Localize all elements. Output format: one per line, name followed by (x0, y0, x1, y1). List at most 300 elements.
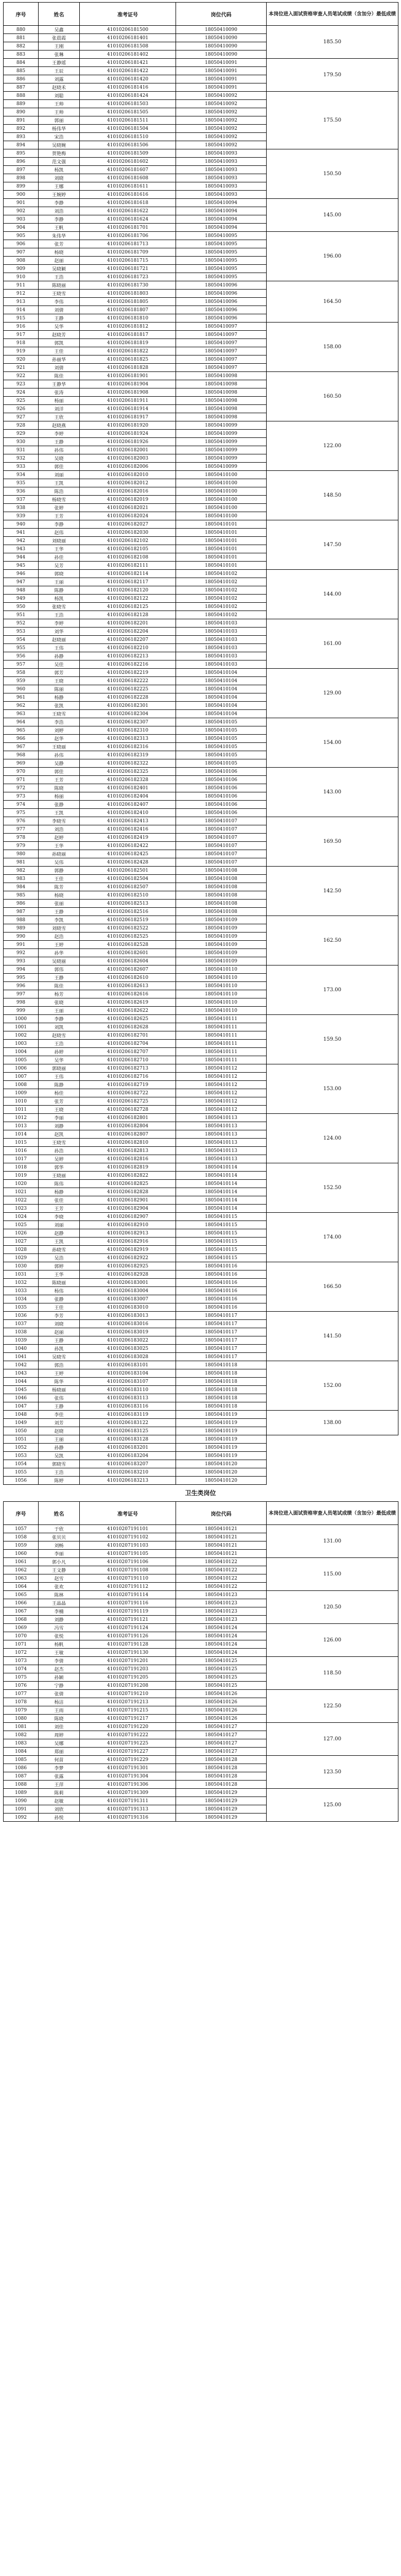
cell-position-code: 18050410100 (176, 471, 267, 479)
cell-min-score: 122.00 (267, 421, 398, 471)
cell-name: 刘凯 (39, 1023, 80, 1031)
cell-exam-number: 41010206181901 (80, 372, 176, 380)
cell-name: 王静瑶 (39, 59, 80, 67)
table-row (4, 1452, 398, 1460)
cell-exam-number: 41010206181504 (80, 125, 176, 133)
table-row (4, 323, 398, 331)
cell-position-code: 18050410121 (176, 1541, 267, 1550)
cell-position-code: 18050410098 (176, 397, 267, 405)
cell-exam-number: 41010207191205 (80, 1673, 176, 1682)
cell-position-code: 18050410128 (176, 1756, 267, 1764)
cell-seq: 881 (4, 34, 39, 42)
cell-position-code: 18050410123 (176, 1599, 267, 1607)
cell-position-code: 18050410105 (176, 751, 267, 759)
cell-position-code: 18050410102 (176, 611, 267, 619)
cell-position-code: 18050410118 (176, 1378, 267, 1386)
cell-exam-number: 41010206182416 (80, 825, 176, 834)
cell-seq: 992 (4, 949, 39, 957)
cell-position-code: 18050410113 (176, 1147, 267, 1155)
cell-position-code: 18050410102 (176, 578, 267, 586)
cell-exam-number: 41010206181624 (80, 215, 176, 224)
cell-exam-number: 41010206182522 (80, 924, 176, 933)
cell-name: 李静 (39, 215, 80, 224)
cell-position-code: 18050410106 (176, 801, 267, 809)
cell-name: 郭小凡 (39, 1558, 80, 1566)
cell-seq: 1060 (4, 1550, 39, 1558)
table-row (4, 570, 398, 578)
cell-position-code: 18050410125 (176, 1657, 267, 1665)
cell-name: 李静 (39, 199, 80, 207)
cell-position-code: 18050410111 (176, 1040, 267, 1048)
cell-name: 王芳 (39, 776, 80, 784)
cell-position-code: 18050410107 (176, 842, 267, 850)
cell-position-code: 18050410129 (176, 1805, 267, 1814)
cell-seq: 906 (4, 240, 39, 248)
cell-position-code: 18050410092 (176, 92, 267, 100)
cell-position-code: 18050410119 (176, 1452, 267, 1460)
cell-name: 王凯 (39, 479, 80, 487)
cell-seq: 920 (4, 355, 39, 364)
cell-exam-number: 41010206181706 (80, 232, 176, 240)
cell-exam-number: 41010206181506 (80, 141, 176, 149)
table-row (4, 1444, 398, 1452)
cell-position-code: 18050410129 (176, 1789, 267, 1797)
cell-seq: 904 (4, 224, 39, 232)
score-table-general (3, 2, 398, 1485)
cell-seq: 1002 (4, 1031, 39, 1040)
cell-position-code: 18050410108 (176, 900, 267, 908)
cell-seq: 1091 (4, 1805, 39, 1814)
cell-seq: 1038 (4, 1328, 39, 1336)
table-row (4, 520, 398, 529)
cell-position-code: 18050410116 (176, 1303, 267, 1312)
cell-position-code: 18050410106 (176, 776, 267, 784)
cell-seq: 1058 (4, 1533, 39, 1541)
cell-position-code: 18050410104 (176, 669, 267, 677)
cell-seq: 978 (4, 834, 39, 842)
cell-name: 范文强 (39, 158, 80, 166)
cell-position-code: 18050410106 (176, 784, 267, 792)
table-row (4, 1558, 398, 1566)
cell-exam-number: 41010206182316 (80, 743, 176, 751)
cell-exam-number: 41010207191121 (80, 1616, 176, 1624)
cell-position-code: 18050410122 (176, 1574, 267, 1583)
cell-exam-number: 41010206182604 (80, 957, 176, 965)
cell-position-code: 18050410101 (176, 529, 267, 537)
header-name: 姓名 (39, 1502, 80, 1525)
cell-seq: 974 (4, 801, 39, 809)
cell-position-code: 18050410126 (176, 1706, 267, 1715)
cell-exam-number: 41010206181822 (80, 347, 176, 355)
cell-exam-number: 41010206182102 (80, 537, 176, 545)
cell-position-code: 18050410118 (176, 1386, 267, 1394)
cell-name: 李伟 (39, 298, 80, 306)
cell-exam-number: 41010206182528 (80, 941, 176, 949)
cell-name: 刘婷 (39, 726, 80, 735)
cell-name: 刘芳 (39, 1419, 80, 1427)
cell-name: 王婉婷 (39, 191, 80, 199)
cell-min-score: 161.00 (267, 619, 398, 669)
cell-name: 刘晓 (39, 174, 80, 182)
table-body (4, 26, 398, 1485)
cell-name: 赵晓丽 (39, 636, 80, 644)
cell-name: 孙悦 (39, 1814, 80, 1822)
cell-position-code: 18050410106 (176, 809, 267, 817)
cell-exam-number: 41010206182628 (80, 1023, 176, 1031)
cell-position-code: 18050410104 (176, 702, 267, 710)
cell-name: 朱伟华 (39, 232, 80, 240)
cell-seq: 998 (4, 998, 39, 1007)
cell-seq: 951 (4, 611, 39, 619)
cell-seq: 976 (4, 817, 39, 825)
header-seq: 序号 (4, 1502, 39, 1525)
cell-position-code: 18050410112 (176, 1089, 267, 1097)
cell-position-code: 18050410114 (176, 1163, 267, 1172)
cell-name: 王佳 (39, 875, 80, 883)
cell-name: 刘静 (39, 1616, 80, 1624)
table-row (4, 867, 398, 875)
cell-exam-number: 41010206182507 (80, 883, 176, 891)
cell-position-code: 18050410114 (176, 1205, 267, 1213)
cell-exam-number: 41010207191106 (80, 1558, 176, 1566)
cell-exam-number: 41010206182719 (80, 1081, 176, 1089)
cell-position-code: 18050410111 (176, 1048, 267, 1056)
cell-exam-number: 41010206182003 (80, 454, 176, 463)
cell-name: 刘欣 (39, 1805, 80, 1814)
cell-position-code: 18050410111 (176, 1015, 267, 1023)
cell-position-code: 18050410098 (176, 388, 267, 397)
cell-seq: 929 (4, 430, 39, 438)
cell-name: 孙佳 (39, 553, 80, 562)
cell-name: 张琳 (39, 50, 80, 59)
cell-name: 赵华 (39, 735, 80, 743)
cell-seq: 1092 (4, 1814, 39, 1822)
cell-position-code: 18050410110 (176, 998, 267, 1007)
cell-exam-number: 41010206181500 (80, 26, 176, 34)
cell-seq: 937 (4, 496, 39, 504)
cell-seq: 1075 (4, 1673, 39, 1682)
cell-seq: 1045 (4, 1386, 39, 1394)
table-row (4, 1163, 398, 1172)
table-row (4, 92, 398, 100)
cell-seq: 1077 (4, 1690, 39, 1698)
cell-min-score: 153.00 (267, 1064, 398, 1114)
cell-name: 吴晓雪 (39, 1353, 80, 1361)
cell-exam-number: 41010206183110 (80, 1386, 176, 1394)
cell-name: 刘浩 (39, 825, 80, 834)
cell-exam-number: 41010206182012 (80, 479, 176, 487)
cell-seq: 1031 (4, 1270, 39, 1279)
cell-name: 杨晓 (39, 891, 80, 900)
cell-exam-number: 41010206182228 (80, 693, 176, 702)
cell-seq: 1036 (4, 1312, 39, 1320)
cell-seq: 996 (4, 982, 39, 990)
cell-exam-number: 41010206181709 (80, 248, 176, 257)
cell-exam-number: 41010206182501 (80, 867, 176, 875)
header-exam-number: 准考证号 (80, 1502, 176, 1525)
cell-position-code: 18050410129 (176, 1814, 267, 1822)
cell-min-score: 164.50 (267, 281, 398, 323)
cell-name: 赵晓 (39, 1427, 80, 1435)
cell-name: 杨洁 (39, 1698, 80, 1706)
cell-exam-number: 41010206182105 (80, 545, 176, 553)
cell-position-code: 18050410120 (176, 1477, 267, 1485)
cell-exam-number: 41010206182513 (80, 900, 176, 908)
cell-exam-number: 41010206183007 (80, 1295, 176, 1303)
cell-name: 刘洋 (39, 405, 80, 413)
cell-seq: 1085 (4, 1756, 39, 1764)
cell-name: 于欣 (39, 1525, 80, 1533)
cell-seq: 1074 (4, 1665, 39, 1673)
cell-name: 王欣 (39, 413, 80, 421)
cell-position-code: 18050410125 (176, 1665, 267, 1673)
cell-name: 王晓丽 (39, 1172, 80, 1180)
cell-position-code: 18050410094 (176, 199, 267, 207)
cell-name: 张婷 (39, 504, 80, 512)
cell-exam-number: 41010207191208 (80, 1682, 176, 1690)
cell-position-code: 18050410111 (176, 1056, 267, 1064)
cell-exam-number: 41010206182021 (80, 504, 176, 512)
table-row (4, 421, 398, 430)
table-row (4, 916, 398, 924)
cell-position-code: 18050410109 (176, 933, 267, 941)
cell-min-score: 174.00 (267, 1213, 398, 1262)
cell-exam-number: 41010206182108 (80, 553, 176, 562)
cell-position-code: 18050410116 (176, 1279, 267, 1287)
cell-position-code: 18050410093 (176, 166, 267, 174)
cell-exam-number: 41010206182813 (80, 1147, 176, 1155)
cell-exam-number: 41010206182807 (80, 1130, 176, 1139)
cell-name: 吴晓婉 (39, 141, 80, 149)
cell-exam-number: 41010206182822 (80, 1172, 176, 1180)
cell-position-code: 18050410096 (176, 281, 267, 290)
table-row (4, 817, 398, 825)
cell-seq: 1076 (4, 1682, 39, 1690)
cell-seq: 1017 (4, 1155, 39, 1163)
cell-position-code: 18050410109 (176, 949, 267, 957)
cell-exam-number: 41010206182325 (80, 768, 176, 776)
cell-seq: 980 (4, 850, 39, 858)
cell-exam-number: 41010206183019 (80, 1328, 176, 1336)
cell-position-code: 18050410128 (176, 1781, 267, 1789)
cell-seq: 1066 (4, 1599, 39, 1607)
cell-position-code: 18050410113 (176, 1114, 267, 1122)
cell-exam-number: 41010206182828 (80, 1188, 176, 1196)
cell-exam-number: 41010206181509 (80, 149, 176, 158)
cell-exam-number: 41010206181622 (80, 207, 176, 215)
cell-seq: 975 (4, 809, 39, 817)
cell-position-code: 18050410097 (176, 331, 267, 339)
cell-name: 王浩 (39, 273, 80, 281)
cell-exam-number: 41010206182322 (80, 759, 176, 768)
cell-name: 王帆 (39, 224, 80, 232)
cell-seq: 968 (4, 751, 39, 759)
cell-seq: 991 (4, 941, 39, 949)
cell-position-code: 18050410095 (176, 257, 267, 265)
cell-position-code: 18050410127 (176, 1731, 267, 1739)
cell-name: 吴晓丽 (39, 957, 80, 965)
cell-position-code: 18050410112 (176, 1106, 267, 1114)
cell-name: 王丽 (39, 578, 80, 586)
table-row (4, 1312, 398, 1320)
cell-seq: 1044 (4, 1378, 39, 1386)
cell-exam-number: 41010206181402 (80, 50, 176, 59)
cell-position-code: 18050410116 (176, 1270, 267, 1279)
cell-seq: 1035 (4, 1303, 39, 1312)
cell-seq: 941 (4, 529, 39, 537)
cell-seq: 953 (4, 628, 39, 636)
cell-position-code: 18050410100 (176, 496, 267, 504)
cell-seq: 884 (4, 59, 39, 67)
cell-exam-number: 41010207191213 (80, 1698, 176, 1706)
cell-position-code: 18050410120 (176, 1460, 267, 1468)
cell-exam-number: 41010206183128 (80, 1435, 176, 1444)
cell-exam-number: 41010207191220 (80, 1723, 176, 1731)
cell-position-code: 18050410097 (176, 364, 267, 372)
cell-exam-number: 41010206182413 (80, 817, 176, 825)
header-position-code: 岗位代码 (176, 1502, 267, 1525)
cell-name: 吴晓 (39, 454, 80, 463)
cell-seq: 1006 (4, 1064, 39, 1073)
cell-min-score: 173.00 (267, 965, 398, 1015)
cell-min-score: 152.50 (267, 1163, 398, 1213)
cell-position-code: 18050410123 (176, 1591, 267, 1599)
cell-position-code: 18050410113 (176, 1130, 267, 1139)
cell-min-score: 148.50 (267, 471, 398, 520)
cell-exam-number: 41010206183001 (80, 1279, 176, 1287)
cell-name: 李晓 (39, 1213, 80, 1221)
cell-exam-number: 41010206182201 (80, 619, 176, 628)
cell-position-code: 18050410112 (176, 1073, 267, 1081)
cell-seq: 909 (4, 265, 39, 273)
cell-exam-number: 41010207191112 (80, 1583, 176, 1591)
cell-name: 王佳 (39, 347, 80, 355)
cell-seq: 925 (4, 397, 39, 405)
cell-seq: 1065 (4, 1591, 39, 1599)
cell-min-score: 162.50 (267, 916, 398, 965)
cell-position-code: 18050410124 (176, 1640, 267, 1649)
cell-min-score: 196.00 (267, 232, 398, 281)
cell-position-code: 18050410113 (176, 1122, 267, 1130)
cell-position-code: 18050410119 (176, 1411, 267, 1419)
cell-name: 赵伟 (39, 529, 80, 537)
cell-exam-number: 41010206181924 (80, 430, 176, 438)
cell-seq: 970 (4, 768, 39, 776)
cell-position-code: 18050410128 (176, 1764, 267, 1772)
cell-exam-number: 41010206182425 (80, 850, 176, 858)
cell-name: 李凯 (39, 916, 80, 924)
cell-seq: 954 (4, 636, 39, 644)
cell-name: 王晓雪 (39, 290, 80, 298)
cell-exam-number: 41010206181819 (80, 339, 176, 347)
cell-seq: 1024 (4, 1213, 39, 1221)
cell-seq: 946 (4, 570, 39, 578)
cell-name: 郭静 (39, 867, 80, 875)
cell-position-code: 18050410106 (176, 792, 267, 801)
cell-seq: 910 (4, 273, 39, 281)
cell-position-code: 18050410108 (176, 867, 267, 875)
cell-position-code: 18050410100 (176, 512, 267, 520)
cell-name: 杨晓雪 (39, 496, 80, 504)
cell-exam-number: 41010206182722 (80, 1089, 176, 1097)
cell-name: 刘静 (39, 1122, 80, 1130)
cell-exam-number: 41010206182601 (80, 949, 176, 957)
cell-seq: 962 (4, 702, 39, 710)
cell-seq: 1049 (4, 1419, 39, 1427)
cell-min-score: 185.50 (267, 26, 398, 59)
cell-position-code: 18050410116 (176, 1295, 267, 1303)
cell-exam-number: 41010206182328 (80, 776, 176, 784)
cell-seq: 900 (4, 191, 39, 199)
cell-exam-number: 41010206181730 (80, 281, 176, 290)
cell-exam-number: 41010206182128 (80, 611, 176, 619)
cell-position-code: 18050410110 (176, 965, 267, 974)
cell-name: 刘晓雪 (39, 924, 80, 933)
cell-position-code: 18050410099 (176, 421, 267, 430)
cell-seq: 1008 (4, 1081, 39, 1089)
cell-exam-number: 41010206181701 (80, 224, 176, 232)
cell-name: 郭浩 (39, 1361, 80, 1369)
cell-exam-number: 41010206182216 (80, 660, 176, 669)
cell-exam-number: 41010206182120 (80, 586, 176, 595)
cell-name: 张丽 (39, 900, 80, 908)
cell-position-code: 18050410118 (176, 1361, 267, 1369)
cell-exam-number: 41010206181422 (80, 67, 176, 75)
cell-seq: 1039 (4, 1336, 39, 1345)
cell-exam-number: 41010206182204 (80, 628, 176, 636)
cell-seq: 887 (4, 83, 39, 92)
cell-name: 郭凯 (39, 339, 80, 347)
table-row (4, 1411, 398, 1419)
cell-position-code: 18050410108 (176, 891, 267, 900)
cell-name: 杨晓 (39, 248, 80, 257)
cell-exam-number: 41010206183113 (80, 1394, 176, 1402)
cell-seq: 1059 (4, 1541, 39, 1550)
cell-position-code: 18050410127 (176, 1739, 267, 1748)
cell-name: 王伟 (39, 644, 80, 652)
cell-position-code: 18050410117 (176, 1320, 267, 1328)
header-min-score: 本岗位进入面试资格审查人员笔试成绩（含加分）最低成绩 (267, 3, 398, 26)
cell-exam-number: 41010207191124 (80, 1624, 176, 1632)
cell-name: 周婷 (39, 1731, 80, 1739)
cell-name: 杨伟华 (39, 125, 80, 133)
cell-position-code: 18050410110 (176, 982, 267, 990)
cell-position-code: 18050410124 (176, 1632, 267, 1640)
cell-position-code: 18050410109 (176, 916, 267, 924)
cell-exam-number: 41010206182027 (80, 520, 176, 529)
cell-name: 张晓雪 (39, 603, 80, 611)
cell-name: 贺艳梅 (39, 149, 80, 158)
cell-exam-number: 41010206181908 (80, 388, 176, 397)
cell-exam-number: 41010206182019 (80, 496, 176, 504)
cell-seq: 984 (4, 883, 39, 891)
cell-name: 王敏 (39, 1649, 80, 1657)
cell-seq: 964 (4, 718, 39, 726)
cell-exam-number: 41010207191201 (80, 1657, 176, 1665)
cell-exam-number: 41010206182117 (80, 578, 176, 586)
cell-exam-number: 41010206181608 (80, 174, 176, 182)
cell-seq: 989 (4, 924, 39, 933)
cell-seq: 1080 (4, 1715, 39, 1723)
cell-seq: 1001 (4, 1023, 39, 1031)
cell-position-code: 18050410095 (176, 265, 267, 273)
cell-name: 赵晓禾 (39, 83, 80, 92)
cell-name: 张凯 (39, 702, 80, 710)
table-row (4, 718, 398, 726)
cell-name: 王芳 (39, 1205, 80, 1213)
cell-seq: 997 (4, 990, 39, 998)
cell-seq: 1020 (4, 1180, 39, 1188)
